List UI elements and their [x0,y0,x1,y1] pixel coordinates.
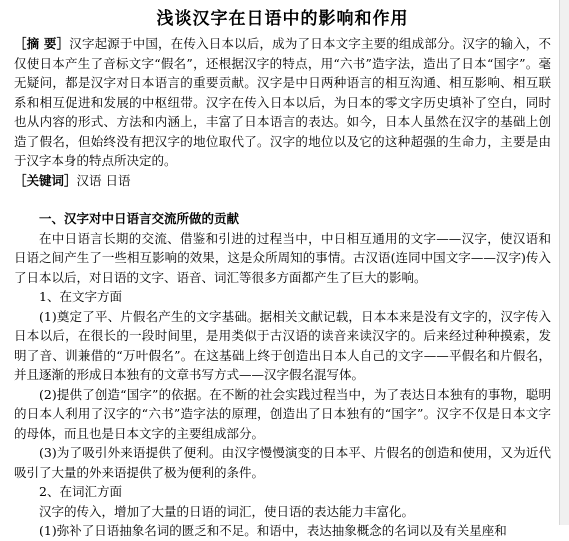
subsection-heading: 2、在词汇方面 [39,484,122,499]
subsection-heading: 1、在文字方面 [39,289,122,304]
document-title: 浅谈汉字在日语中的影响和作用 [156,9,409,29]
keywords-text: 汉语 日语 [76,172,131,188]
list-item: (1)弥补了日语抽象名词的匮乏和不足。和语中，表达抽象概念的名词以及有关星座和 [39,523,507,538]
keywords-line [14,171,551,191]
list-item: (3)为了吸引外来语提供了便利。由汉字慢慢演变的日本平、片假名的创造和使用，又为近代吸引了大量的外来语提供了极为便利的条件。 [14,445,551,480]
keywords-label: ［关键词］ [14,172,77,188]
abstract-label: ［摘 要］ [14,36,70,51]
list-item: (2)提供了创造“国字”的依据。在不断的社会实践过程当中，为了表达日本独有的事物，聪明的日本人利用了汉字的“六书”造字法的原理，创造出了日本独有的“国字”。汉字不仅是日本文字的母体，而且也是日本文字的主要组成部分。 [14,386,551,441]
abstract-paragraph [14,34,551,171]
section-heading: 一、汉字对中日语言交流所做的贡献 [39,211,240,226]
vertical-scrollbar[interactable] [559,0,569,525]
body-paragraph: 汉字的传入，增加了大量的日语的词汇，使日语的表达能力丰富化。 [39,503,415,519]
abstract-text: 汉字起源于中国，在传入日本以后，成为了日本文字主要的组成部分。汉字的输入，不仅使日本产生了音标文字“假名”，还根据汉字的特点，用“六书”造字法，造出了日本“国字”。毫无疑问，都是汉字对日本语言的重要贡献。汉字是中日两种语言的相互沟通、相互影响、相互联系和相互促进和发展的中枢纽带。汉字在传入日本以后，为日本的零文字历史填补了空白，同时也从内容的形式、方法和内涵上，丰富了日本语言的表达。如今，日本人虽然在汉字的基础上创造了假名，但始终没有把汉字的地位取代了。汉字的地位以及它的这种超强的生命力，主要是由于汉字本身的特点所决定的。 [14,36,551,168]
list-item: (1)奠定了平、片假名产生的文字基础。据相关文献记载，日本本来是没有文字的，汉字传入日本以后，在很长的一段时间里，是用类似于古汉语的读音来读汉字的。后来经过种种摸索，发明了音、训兼借的“万叶假名”。在这基础上终于创造出日本人自己的文字——平假名和片假名，并且逐渐的形成日本独有的文章书写方式——汉字假名混写体。 [14,308,551,382]
body-paragraph: 在中日语言长期的交流、借鉴和引进的过程当中，中日相互通用的文字——汉字，使汉语和日语之间产生了一些相互影响的效果，这是众所周知的事情。古汉语(连同中国文字——汉字)传入了日本以后，对日语的文字、语音、词汇等很多方面都产生了巨大的影响。 [14,230,551,285]
